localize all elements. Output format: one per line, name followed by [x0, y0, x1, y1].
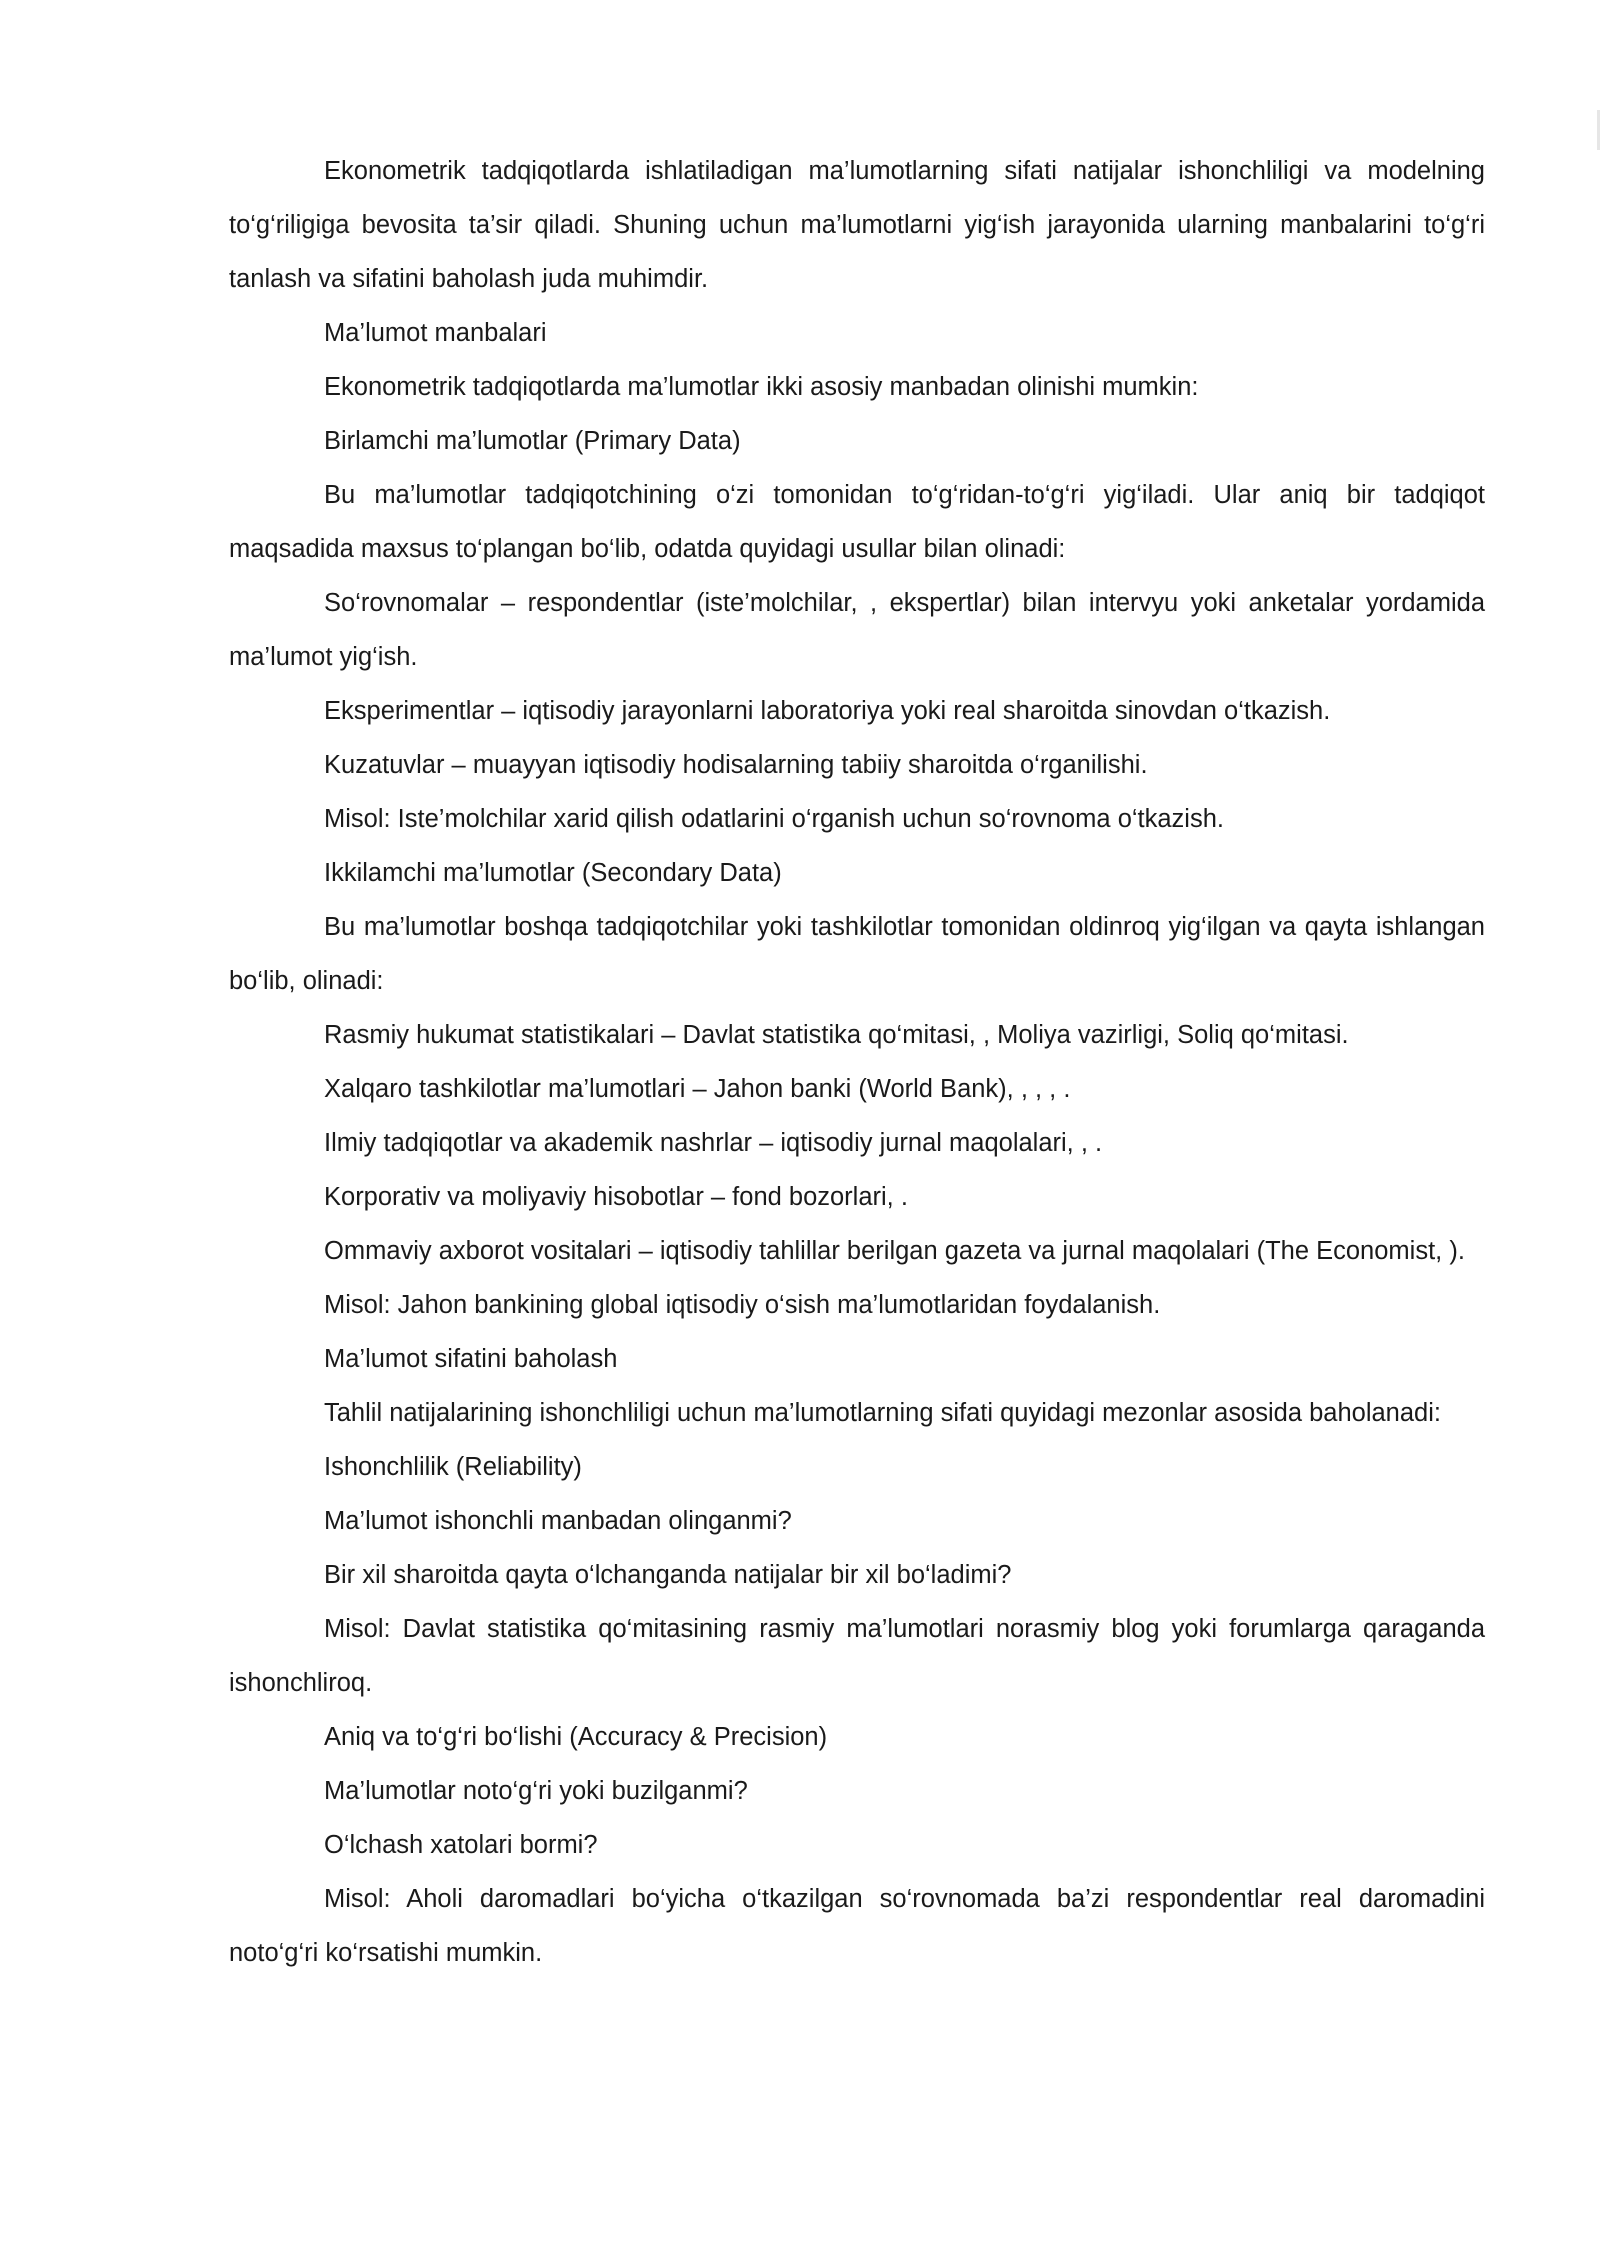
list-item-corporate-reports: Korporativ va moliyaviy hisobotlar – fond bozorlari, .: [324, 1183, 908, 1211]
paragraph-secondary-description: Bu ma’lumotlar boshqa tadqiqotchilar yoki tashkilotlar tomonidan oldinroq yig‘ilgan va qayta ishlangan bo‘lib, olinadi:: [229, 913, 1485, 995]
list-item-government-statistics: Rasmiy hukumat statistikalari – Davlat statistika qo‘mitasi, , Moliya vazirligi, Soliq qo‘mitasi.: [324, 1021, 1349, 1049]
question-measurement-errors: O‘lchash xatolari bormi?: [324, 1831, 598, 1859]
paragraph-two-sources: Ekonometrik tadqiqotlarda ma’lumotlar ikki asosiy manbadan olinishi mumkin:: [324, 373, 1199, 401]
question-reliable-source: Ma’lumot ishonchli manbadan olinganmi?: [324, 1507, 792, 1535]
heading-primary-data: Birlamchi ma’lumotlar (Primary Data): [324, 427, 741, 455]
document-body: [229, 144, 1485, 1980]
heading-reliability: Ishonchlilik (Reliability): [324, 1453, 582, 1481]
heading-quality-assessment: Ma’lumot sifatini baholash: [324, 1345, 618, 1373]
example-accuracy: Misol: Aholi daromadlari bo‘yicha o‘tkazilgan so‘rovnomada ba’zi respondentlar real daromadini noto‘g‘ri ko‘rsatishi mumkin.: [229, 1885, 1485, 1967]
example-secondary: Misol: Jahon bankining global iqtisodiy o‘sish ma’lumotlaridan foydalanish.: [324, 1291, 1161, 1319]
question-distorted-data: Ma’lumotlar noto‘g‘ri yoki buzilganmi?: [324, 1777, 748, 1805]
question-repeatability: Bir xil sharoitda qayta o‘lchanganda natijalar bir xil bo‘ladimi?: [324, 1561, 1012, 1589]
example-reliability: Misol: Davlat statistika qo‘mitasining rasmiy ma’lumotlari norasmiy blog yoki forumlarga qaraganda ishonchliroq.: [229, 1615, 1485, 1697]
heading-accuracy: Aniq va to‘g‘ri bo‘lishi (Accuracy & Precision): [324, 1723, 828, 1751]
paragraph-primary-description: Bu ma’lumotlar tadqiqotchining o‘zi tomonidan to‘g‘ridan-to‘g‘ri yig‘iladi. Ular aniq bir tadqiqot maqsadida maxsus to‘plangan bo‘lib, odatda quyidagi usullar bilan olinadi:: [229, 481, 1485, 563]
paragraph-intro: Ekonometrik tadqiqotlarda ishlatiladigan ma’lumotlarning sifati natijalar ishonchliligi va modelning to‘g‘riligiga bevosita ta’sir qiladi. Shuning uchun ma’lumotlarni yig‘ish jarayonida ularning manbalarini to‘g‘ri tanlash va sifatini baholash juda muhimdir.: [229, 157, 1485, 293]
example-primary: Misol: Iste’molchilar xarid qilish odatlarini o‘rganish uchun so‘rovnoma o‘tkazish.: [324, 805, 1224, 833]
heading-data-sources: Ma’lumot manbalari: [324, 319, 547, 347]
list-item-surveys: So‘rovnomalar – respondentlar (iste’molchilar, , ekspertlar) bilan intervyu yoki anketalar yordamida ma’lumot yig‘ish.: [229, 589, 1485, 671]
list-item-mass-media: Ommaviy axborot vositalari – iqtisodiy tahlillar berilgan gazeta va jurnal maqolalari (The Economist, ).: [324, 1237, 1465, 1265]
list-item-observations: Kuzatuvlar – muayyan iqtisodiy hodisalarning tabiiy sharoitda o‘rganilishi.: [324, 751, 1148, 779]
list-item-international-organizations: Xalqaro tashkilotlar ma’lumotlari – Jahon banki (World Bank), , , , .: [324, 1075, 1071, 1103]
paragraph-quality-criteria: Tahlil natijalarining ishonchliligi uchun ma’lumotlarning sifati quyidagi mezonlar asosida baholanadi:: [324, 1399, 1441, 1427]
list-item-experiments: Eksperimentlar – iqtisodiy jarayonlarni laboratoriya yoki real sharoitda sinovdan o‘tkazish.: [324, 697, 1331, 725]
list-item-academic-publications: Ilmiy tadqiqotlar va akademik nashrlar – iqtisodiy jurnal maqolalari, , .: [324, 1129, 1103, 1157]
heading-secondary-data: Ikkilamchi ma’lumotlar (Secondary Data): [324, 859, 782, 887]
